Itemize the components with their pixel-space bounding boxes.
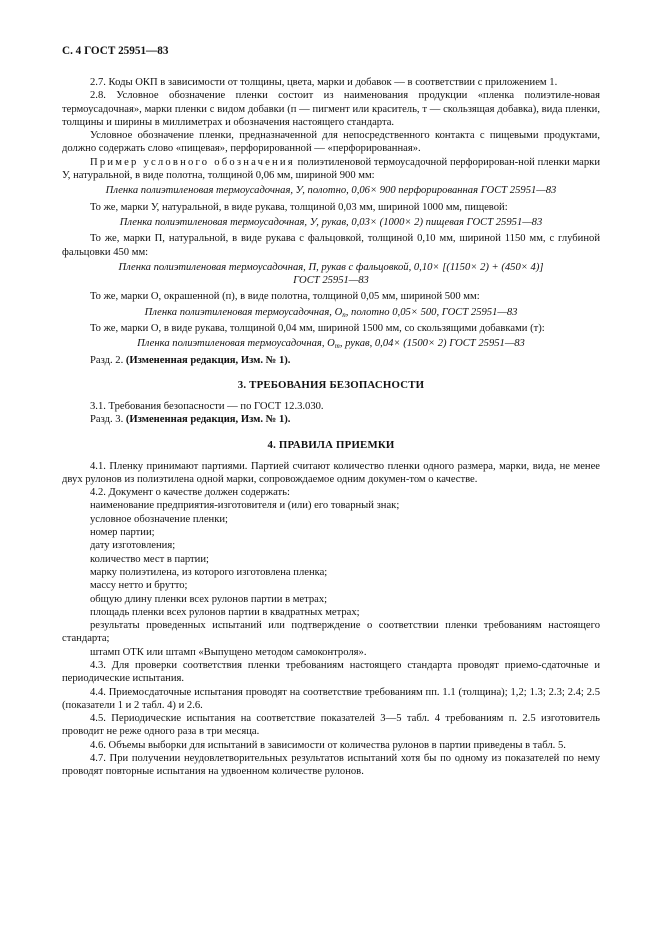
paragraph-4-6: 4.6. Объемы выборки для испытаний в зависимости от количества рулонов в партии приведены в табл. 5. — [90, 739, 566, 751]
page-header: С. 4 ГОСТ 25951—83 — [62, 45, 169, 57]
example-title: Пример условного обозначения — [90, 156, 295, 168]
example-designation-2: Пленка полиэтиленовая термоусадочная, У, рукав, 0,03× (1000× 2) пищевая ГОСТ 25951—83 — [119, 216, 543, 228]
list-item: марку полиэтилена, из которого изготовлена пленка; — [90, 566, 328, 578]
example-3-line-1: Пленка полиэтиленовая термоусадочная, П, рукав с фальцовкой, 0,10× [(1150× 2) + (450× 4)] — [118, 261, 544, 273]
paragraph-2-7: 2.7. Коды ОКП в зависимости от толщины, цвета, марки и добавок — в соответствии с приложением 1. — [90, 77, 558, 88]
razd-2-prefix: Разд. 2. — [90, 354, 124, 366]
list-item: массу нетто и брутто; — [90, 580, 188, 592]
document-page — [62, 44, 600, 779]
list-item: общую длину пленки всех рулонов партии в метрах; — [90, 593, 328, 605]
list-item: результаты проведенных испытаний или подтверждение о соответствии пленки требованиям настоящего стандарта; — [62, 620, 600, 645]
example-5-part-1: Пленка полиэтиленовая термоусадочная, О — [137, 338, 335, 350]
razd-3-amendment — [62, 413, 600, 426]
example-4-part-1: Пленка полиэтиленовая термоусадочная, О — [144, 306, 343, 318]
list-item: наименование предприятия-изготовителя и (или) его товарный знак; — [90, 500, 400, 512]
list-item: номер партии; — [90, 527, 155, 539]
paragraph-example-4: То же, марки О, окрашенной (п), в виде полотна, толщиной 0,05 мм, шириной 500 мм: — [90, 291, 480, 303]
list-item: штамп ОТК или штамп «Выпущено методом самоконтроля». — [90, 646, 367, 658]
example-5-subscript: т — [334, 342, 340, 351]
paragraph-2-8: 2.8. Условное обозначение пленки состоит из наименования продукции «пленка полиэтиле-новая термоусадочная», марки пленки с видом добавки (п — пигмент или краситель, т — скользящая добавка), вида пленки, толщины и ширины в миллиметрах и обозначения настоящего стандарта. — [62, 90, 600, 128]
example-4-subscript: п — [342, 310, 346, 319]
list-item: площадь пленки всех рулонов партии в квадратных метрах; — [90, 606, 360, 618]
example-intro-text: полиэтиленовой термоусадочной перфорирован-ной пленки марки У, натуральной, в виде полотна, толщиной 0,06 мм, шириной 900 мм: — [62, 156, 600, 182]
list-item: условное обозначение пленки; — [90, 513, 228, 525]
paragraph-4-5: 4.5. Периодические испытания на соответствие показателей 3—5 табл. 4 требованиям п. 2.5 изготовитель проводит не реже одного раза в три месяца. — [62, 713, 600, 738]
paragraph-example-5: То же, марки О, в виде рукава, толщиной 0,04 мм, шириной 1500 мм, со скользящими добавками (т): — [90, 323, 545, 335]
paragraph-3-1: 3.1. Требования безопасности — по ГОСТ 12.3.030. — [90, 400, 324, 412]
list-item: дату изготовления; — [90, 540, 176, 552]
example-5-part-2: , рукав, 0,04× (1500× 2) ГОСТ 25951—83 — [339, 338, 525, 350]
example-designation-4 — [62, 306, 600, 319]
example-designation-5 — [62, 337, 600, 350]
example-3-line-2: ГОСТ 25951—83 — [293, 275, 369, 287]
paragraph-4-7: 4.7. При получении неудовлетворительных результатов испытаний хотя бы по одному из показателей по нему проводят повторные испытания на удвоенном количестве рулонов. — [62, 753, 600, 778]
razd-3-prefix: Разд. 3. — [90, 414, 124, 426]
razd-2-note: (Измененная редакция, Изм. № 1). — [125, 354, 291, 366]
paragraph-food-designation: Условное обозначение пленки, предназначенной для непосредственного контакта с пищевыми продуктами, должно содержать слово «пищевая», перфорированной — «перфорированная». — [62, 130, 600, 155]
section-4-title: 4. ПРАВИЛА ПРИЕМКИ — [267, 438, 395, 451]
list-item: количество мест в партии; — [90, 553, 209, 565]
paragraph-4-4: 4.4. Приемосдаточные испытания проводят на соответствие требованиям пп. 1.1 (толщина); 1,2; 1.3; 2.3; 2.4; 2.5 (показатели 1 и 2 табл. 4) и 2.6. — [62, 686, 600, 711]
razd-2-amendment — [62, 354, 600, 367]
paragraph-example-2: То же, марки У, натуральной, в виде рукава, толщиной 0,03 мм, шириной 1000 мм, пищевой: — [90, 201, 508, 213]
example-designation-1: Пленка полиэтиленовая термоусадочная, У, полотно, 0,06× 900 перфорированная ГОСТ 25951—83 — [105, 185, 557, 197]
razd-3-note: (Измененная редакция, Изм. № 1). — [125, 414, 291, 426]
paragraph-example-intro — [62, 156, 600, 183]
paragraph-4-1: 4.1. Пленку принимают партиями. Партией считают количество пленки одного размера, марки, вида, не менее двух рулонов из полиэтилена одной марки, сопровождаемое одним докумен-том о качестве. — [62, 460, 600, 485]
section-3-title: 3. ТРЕБОВАНИЯ БЕЗОПАСНОСТИ — [237, 378, 425, 391]
example-4-part-2: , полотно 0,05× 500, ГОСТ 25951—83 — [345, 306, 518, 318]
paragraph-4-2: 4.2. Документ о качестве должен содержать: — [90, 487, 290, 499]
paragraph-example-3: То же, марки П, натуральной, в виде рукава с фальцовкой, толщиной 0,10 мм, шириной 1150 мм, с глубиной фальцовки 450 мм: — [62, 233, 600, 258]
paragraph-4-3: 4.3. Для проверки соответствия пленки требованиям настоящего стандарта проводят приемо-сдаточные и периодические испытания. — [62, 659, 600, 685]
example-designation-3 — [62, 261, 600, 288]
